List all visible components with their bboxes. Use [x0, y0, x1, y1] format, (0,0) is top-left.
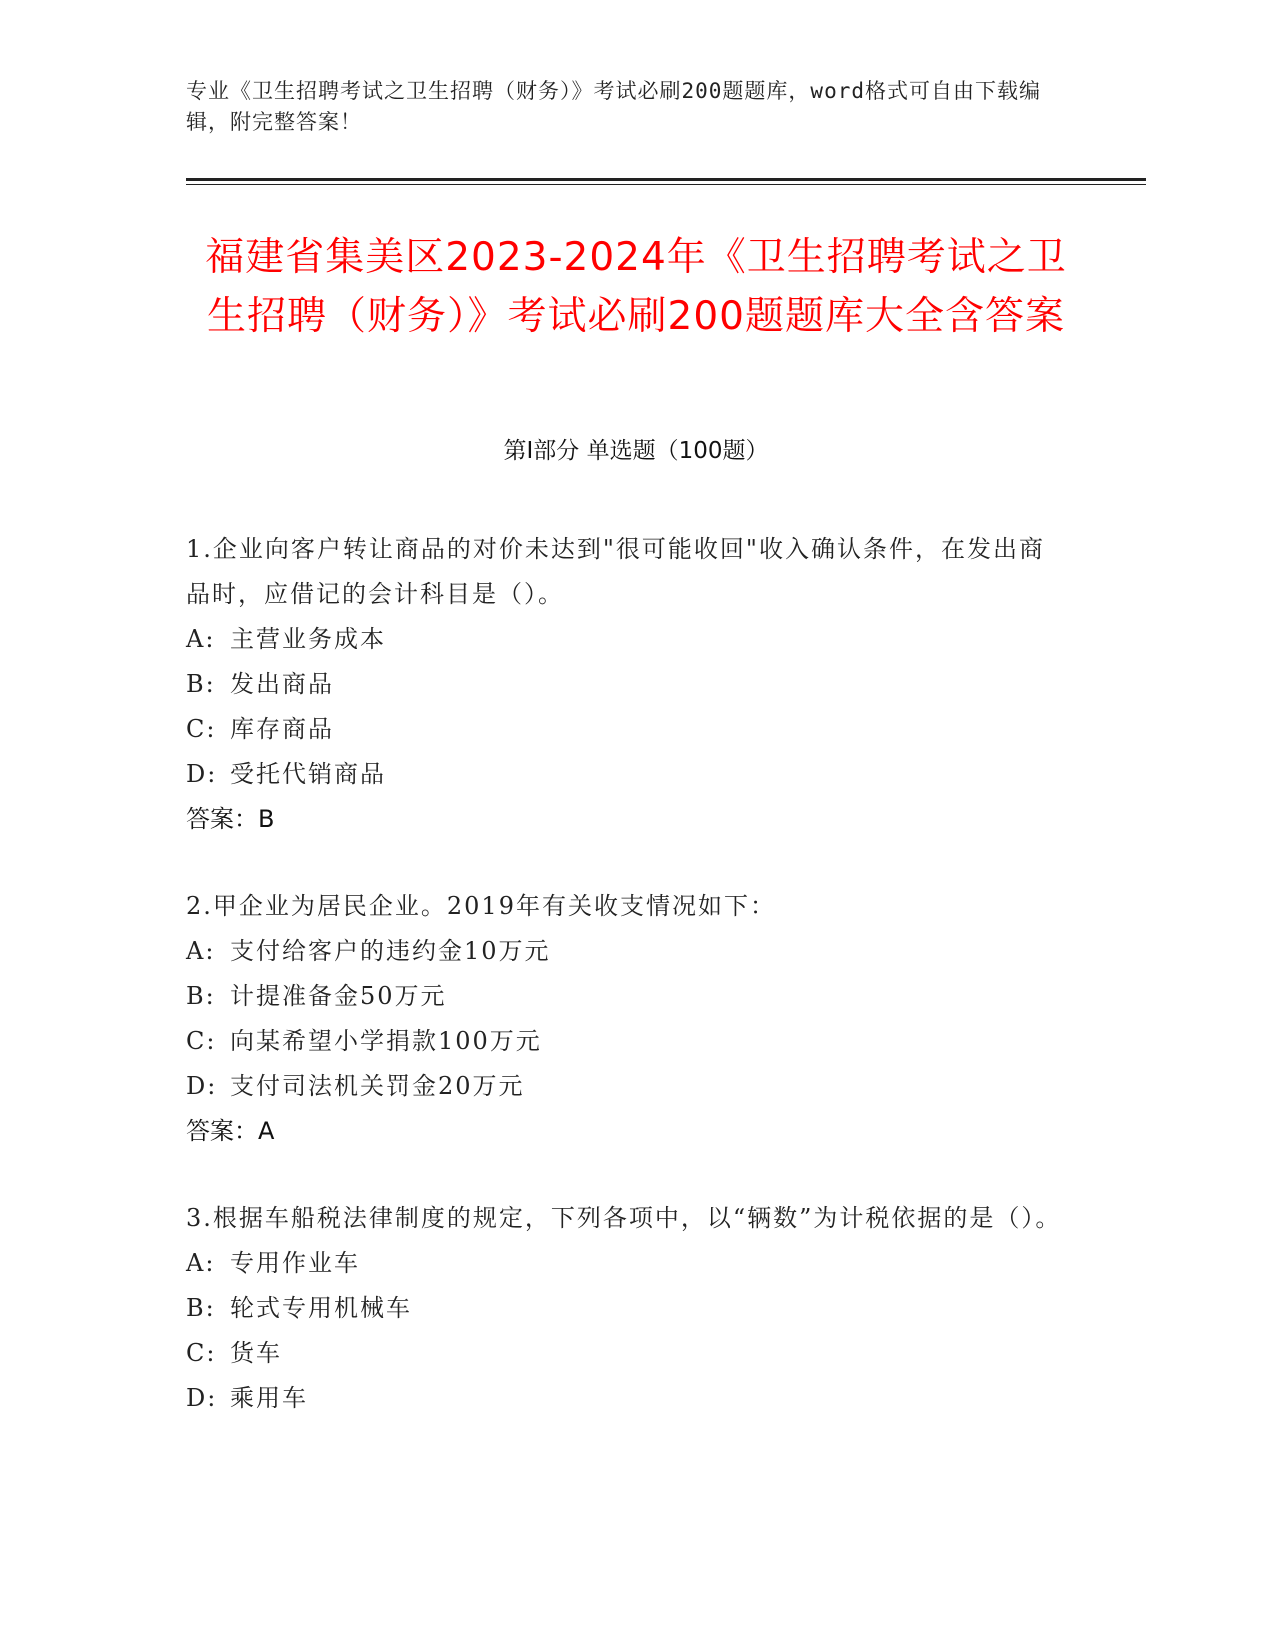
- question-3: [186, 1196, 1066, 1421]
- option-key: C:: [186, 1027, 217, 1055]
- question-2: [186, 884, 1066, 1154]
- option-key: C:: [186, 1339, 217, 1367]
- option-c: [186, 1019, 1066, 1064]
- option-text: 库存商品: [230, 715, 334, 743]
- answer-line: 答案：B: [186, 805, 275, 833]
- option-text: 向某希望小学捐款100万元: [230, 1027, 542, 1055]
- option-key: B:: [186, 670, 216, 698]
- option-a: [186, 929, 1066, 974]
- option-text: 支付给客户的违约金10万元: [230, 937, 551, 965]
- option-key: B:: [186, 982, 216, 1010]
- answer-line: 答案：A: [186, 1117, 275, 1145]
- section-title: 第I部分 单选题（100题）: [503, 438, 769, 464]
- option-text: 支付司法机关罚金20万元: [230, 1072, 525, 1100]
- option-c: [186, 707, 1066, 752]
- option-key: D:: [186, 1384, 218, 1412]
- document-title: 福建省集美区2023-2024年《卫生招聘考试之卫生招聘（财务）》考试必刷200题题库大全含答案: [205, 235, 1067, 339]
- option-key: D:: [186, 1072, 218, 1100]
- option-key: A:: [186, 1249, 216, 1277]
- option-c: [186, 1331, 1066, 1376]
- option-key: C:: [186, 715, 217, 743]
- option-text: 乘用车: [230, 1384, 308, 1412]
- question-stem: 1.企业向客户转让商品的对价未达到"很可能收回"收入确认条件，在发出商品时，应借记的会计科目是（）。: [186, 535, 1045, 608]
- option-a: [186, 1241, 1066, 1286]
- option-d: [186, 752, 1066, 797]
- header-divider-thick: [186, 178, 1146, 181]
- option-b: [186, 1286, 1066, 1331]
- question-1: [186, 527, 1066, 842]
- option-text: 专用作业车: [230, 1249, 360, 1277]
- question-stem: 2.甲企业为居民企业。2019年有关收支情况如下：: [186, 892, 776, 920]
- option-key: D:: [186, 760, 218, 788]
- header-note: 专业《卫生招聘考试之卫生招聘（财务）》考试必刷200题题库，word格式可自由下载编辑，附完整答案！: [186, 79, 1041, 134]
- option-text: 发出商品: [230, 670, 334, 698]
- option-text: 轮式专用机械车: [230, 1294, 412, 1322]
- header-divider-thin: [186, 184, 1146, 185]
- option-b: [186, 974, 1066, 1019]
- question-stem: 3.根据车船税法律制度的规定，下列各项中，以“辆数”为计税依据的是（）。: [186, 1204, 1062, 1232]
- option-key: A:: [186, 937, 216, 965]
- option-key: B:: [186, 1294, 216, 1322]
- option-text: 受托代销商品: [230, 760, 386, 788]
- option-d: [186, 1376, 1066, 1421]
- option-key: A:: [186, 625, 216, 653]
- option-b: [186, 662, 1066, 707]
- option-a: [186, 617, 1066, 662]
- option-text: 计提准备金50万元: [230, 982, 447, 1010]
- question-list: [186, 527, 1066, 1463]
- option-text: 主营业务成本: [230, 625, 386, 653]
- option-d: [186, 1064, 1066, 1109]
- option-text: 货车: [230, 1339, 282, 1367]
